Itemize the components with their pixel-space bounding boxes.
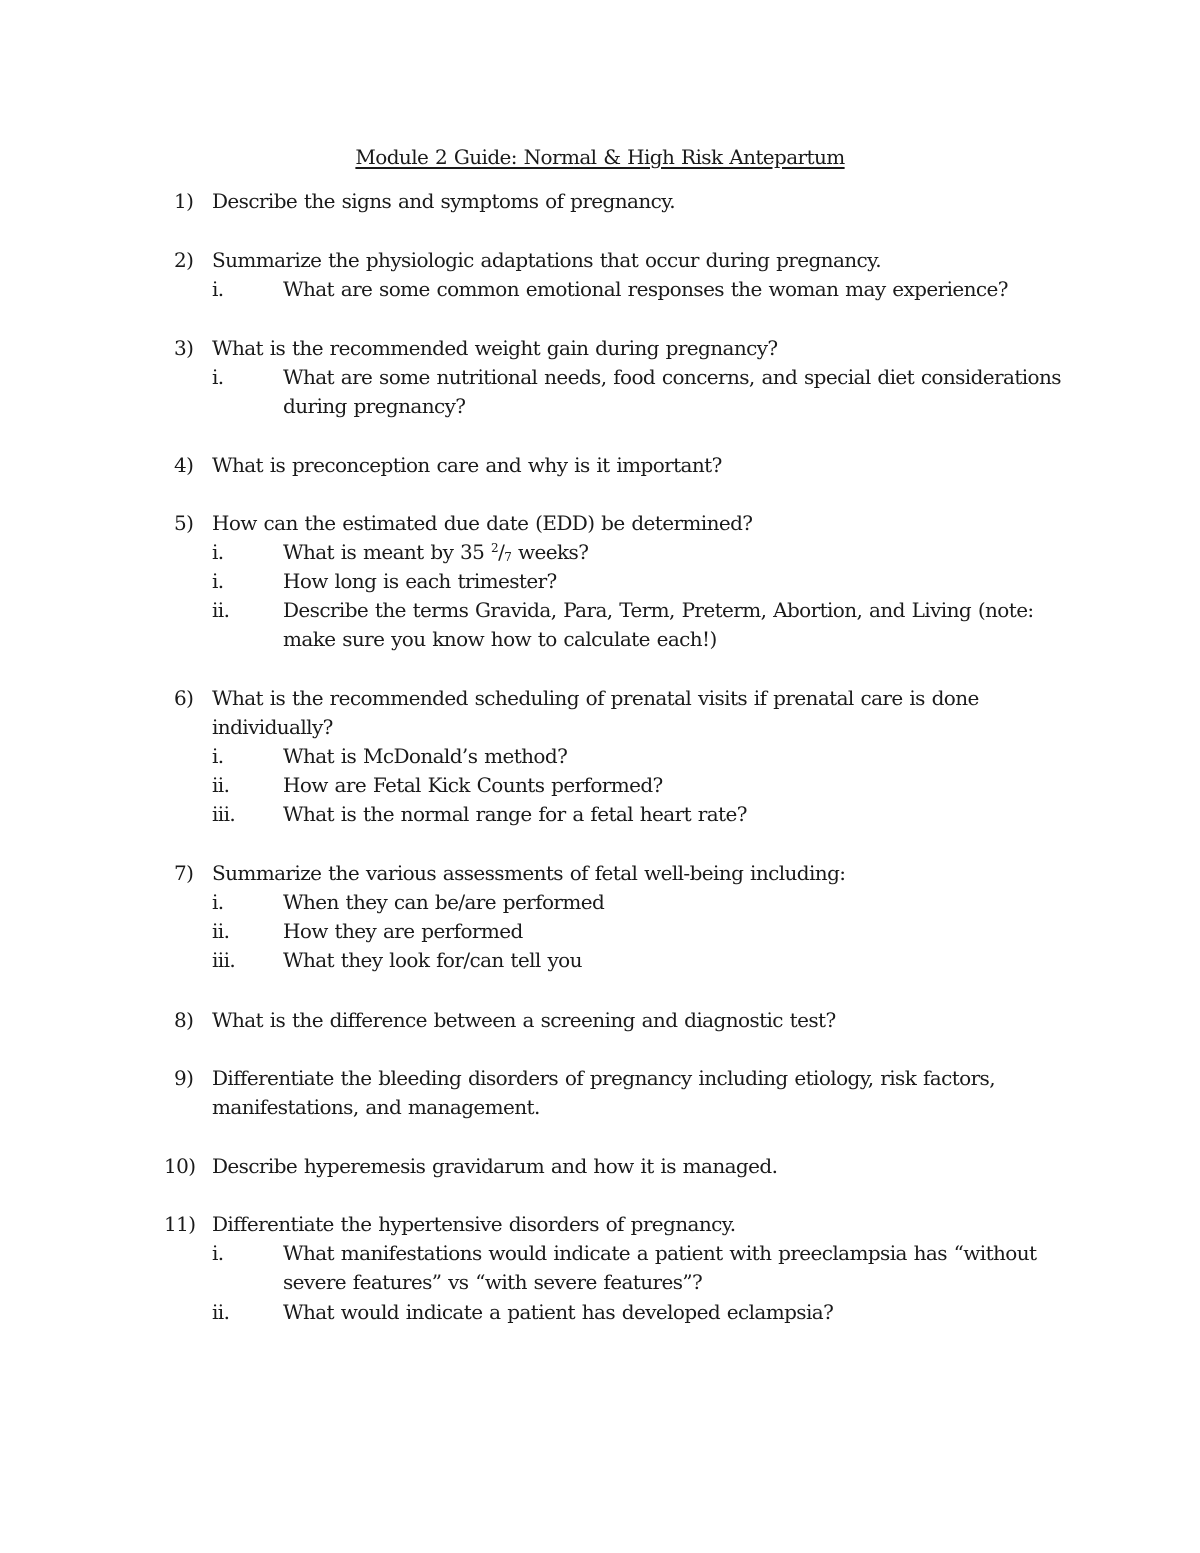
sub-question-text-continued: during pregnancy? [283,394,466,418]
sub-question-text [283,538,588,566]
question-number: 7) [174,861,194,885]
sub-question-numeral: i. [212,365,224,389]
question-number: 6) [174,686,194,710]
question-text: Describe the signs and symptoms of pregnancy. [212,189,676,213]
sub-question-numeral: ii. [212,919,230,943]
question-text-continued: manifestations, and management. [212,1095,540,1119]
question-number: 2) [174,248,194,272]
sub-question-text: How are Fetal Kick Counts performed? [283,773,663,797]
sub-question-text-after: weeks? [511,540,589,564]
sub-question-numeral: iii. [212,948,236,972]
sub-question-text: Describe the terms Gravida, Para, Term, Preterm, Abortion, and Living (note: [283,598,1034,622]
sub-question-text: What are some nutritional needs, food concerns, and special diet considerations [283,365,1061,389]
sub-question-numeral: ii. [212,773,230,797]
question-number: 11) [164,1212,196,1236]
sub-question-numeral: i. [212,1241,224,1265]
question-text: Differentiate the hypertensive disorders of pregnancy. [212,1212,736,1236]
sub-question-text-continued: make sure you know how to calculate each!) [283,627,717,651]
sub-question-numeral: ii. [212,1300,230,1324]
sub-question-numeral: i. [212,277,224,301]
question-text: What is the difference between a screening and diagnostic test? [212,1008,836,1032]
question-text: Differentiate the bleeding disorders of pregnancy including etiology, risk factors, [212,1066,995,1090]
question-text: Describe hyperemesis gravidarum and how it is managed. [212,1154,778,1178]
question-number: 8) [174,1008,194,1032]
sub-question-text: What is the normal range for a fetal heart rate? [283,802,747,826]
sub-question-numeral: ii. [212,598,230,622]
sub-question-text: What is McDonald’s method? [283,744,568,768]
question-number: 4) [174,453,194,477]
fraction-numerator: 2 [491,541,499,555]
sub-question-text-before: What is meant by 35 [283,540,492,564]
question-number: 5) [174,511,194,535]
question-number: 10) [164,1154,196,1178]
question-text: What is the recommended scheduling of prenatal visits if prenatal care is done [212,686,979,710]
sub-question-text: How long is each trimester? [283,569,557,593]
question-text: Summarize the various assessments of fetal well-being including: [212,861,846,885]
question-text: What is preconception care and why is it important? [212,453,722,477]
question-text: Summarize the physiologic adaptations that occur during pregnancy. [212,248,881,272]
sub-question-text: When they can be/are performed [283,890,605,914]
question-number: 3) [174,336,194,360]
question-text: What is the recommended weight gain during pregnancy? [212,336,778,360]
document-title: Module 2 Guide: Normal & High Risk Antepartum [355,145,845,169]
sub-question-numeral: i. [212,744,224,768]
sub-question-text: What manifestations would indicate a patient with preeclampsia has “without [283,1241,1037,1265]
sub-question-text: What are some common emotional responses the woman may experience? [283,277,1008,301]
sub-question-text: What they look for/can tell you [283,948,582,972]
sub-question-numeral: i. [212,569,224,593]
question-number: 1) [174,189,194,213]
question-number: 9) [174,1066,194,1090]
sub-question-text: How they are performed [283,919,523,943]
question-text-continued: individually? [212,715,333,739]
fraction-denominator: 7 [504,550,512,564]
sub-question-text-continued: severe features” vs “with severe features”? [283,1270,703,1294]
fraction-slash: / [498,540,505,564]
sub-question-numeral: iii. [212,802,236,826]
sub-question-numeral: i. [212,540,224,564]
sub-question-text: What would indicate a patient has developed eclampsia? [283,1300,834,1324]
question-text: How can the estimated due date (EDD) be determined? [212,511,753,535]
sub-question-numeral: i. [212,890,224,914]
